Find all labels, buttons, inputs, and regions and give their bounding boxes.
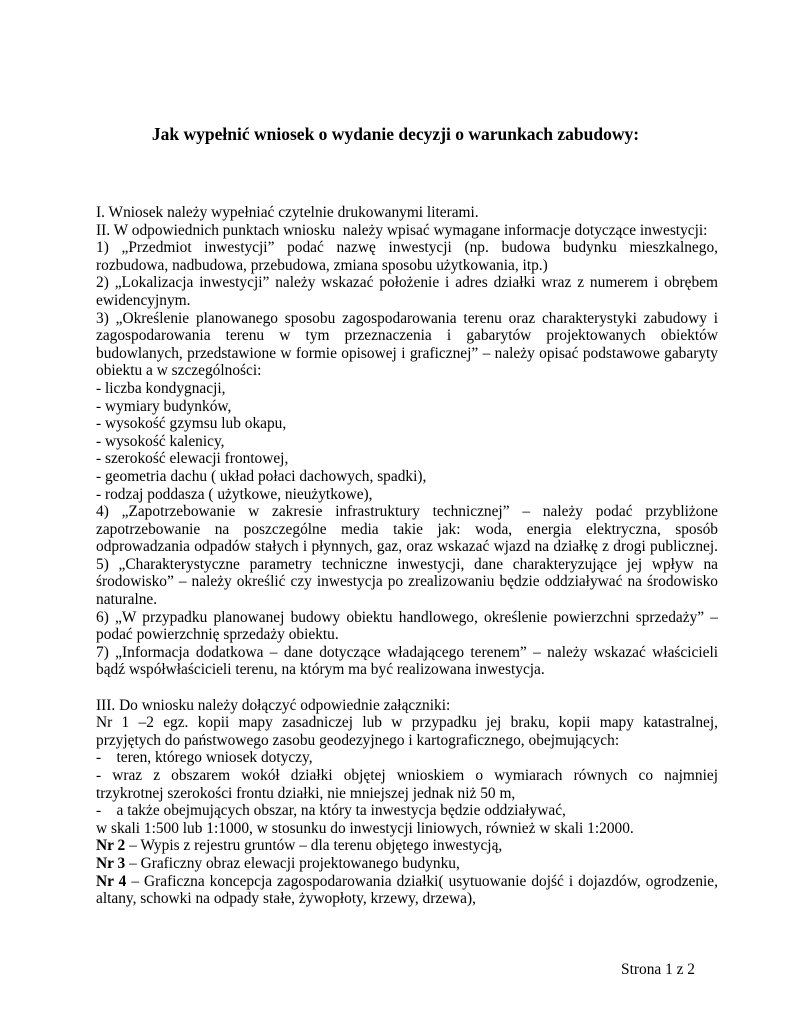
text-line [96,415,718,433]
text-line [96,573,718,591]
text-line [96,749,718,767]
text-line [96,609,718,627]
text-line [96,732,718,750]
line-text: - a także obejmujących obszar, na który ta inwestycja będzie oddziaływać, [96,802,566,820]
line-text: obiektu a w szczególności: [96,362,262,380]
line-text: 3) „Określenie planowanego sposobu zagospodarowania terenu oraz charakterystyki zabudowy i [96,309,718,327]
attachment-number: Nr 2 [96,837,126,855]
attachment-number: Nr 3 [96,854,126,872]
line-text: bądź współwłaścicieli terenu, na którym ma być realizowana inwestycja. [96,661,545,679]
text-line [96,714,718,732]
line-text: - rodzaj poddasza ( użytkowe, nieużytkowe), [96,485,373,503]
line-text: ewidencyjnym. [96,291,191,309]
text-line [96,802,718,820]
line-text: 1) „Przedmiot inwestycji” podać nazwę inwestycji (np. budowa budynku mieszkalnego, [96,239,718,257]
text-line [96,661,718,679]
line-text: - wymiary budynków, [96,397,232,415]
line-text: III. Do wniosku należy dołączyć odpowiednie załączniki: [96,696,451,714]
line-text: – Graficzna koncepcja zagospodarowania działki( usytuowanie dojść i dojazdów, ogrodzenie, [126,872,718,890]
line-text: - liczba kondygnacji, [96,379,226,397]
line-text: I. Wniosek należy wypełniać czytelnie drukowanymi literami. [96,204,479,221]
line-text: przyjętych do państwowego zasobu geodezyjnego i kartograficznego, obejmujących: [96,731,620,749]
line-text: 5) „Charakterystyczne parametry techniczne inwestycji, dane charakteryzujące jej wpływ na [96,555,718,573]
text-line [96,503,718,521]
text-line [96,362,718,380]
line-text: – Graficzny obraz elewacji projektowanego budynku, [125,854,460,872]
text-line [96,310,718,328]
line-text: odprowadzania odpadów stałych i płynnych, gaz, oraz wskazać wjazd na działkę z drogi publicznej. [96,538,718,556]
line-text: altany, schowki na odpady stałe, żywopłoty, krzewy, drzewa), [96,890,476,908]
text-line [96,398,718,416]
line-text: – Wypis z rejestru gruntów – dla terenu objętego inwestycją, [125,837,503,855]
line-text: - wysokość kalenicy, [96,432,225,450]
text-line [96,873,718,891]
text-line [96,468,718,486]
text-line [96,837,718,855]
text-line [96,239,718,257]
line-text: II. W odpowiednich punktach wniosku należy wpisać wymagane informacje dotyczące inwestycji: [96,221,708,239]
text-line [96,644,718,662]
text-line [96,521,718,539]
text-line [96,855,718,873]
text-line [96,591,718,609]
attachment-number: Nr 4 [96,872,127,890]
line-text: rozbudowa, nadbudowa, przebudowa, zmiana sposobu użytkowania, itp.) [96,256,548,274]
line-text: - wysokość gzymsu lub okapu, [96,415,287,433]
page-title: Jak wypełnić wniosek o wydanie decyzji o warunkach zabudowy: [151,124,640,144]
page-number: Strona 1 z 2 [621,961,695,978]
line-text: 6) „W przypadku planowanej budowy obiektu handlowego, określenie powierzchni sprzedaży” – [96,608,718,626]
line-text: zapotrzebowanie na poszczególne media takie jak: woda, energia elektryczna, sposób [96,520,718,538]
line-text: zagospodarowania terenu w tym przeznaczenia i gabarytów projektowanych obiektów [96,327,718,345]
text-line [96,697,718,715]
text-line [96,380,718,398]
line-text: naturalne. [96,591,158,609]
text-line [96,450,718,468]
line-text: środowisko” – należy określić czy inwestycja po zrealizowaniu będzie oddziaływać na środowisko [96,573,718,591]
text-line [96,486,718,504]
text-line [96,820,718,838]
line-text: w skali 1:500 lub 1:1000, w stosunku do inwestycji liniowych, również w skali 1:2000. [96,819,634,837]
text-line [96,556,718,574]
text-line [96,785,718,803]
line-text: trzykrotnej szerokości frontu działki, nie mniejszej jednak niż 50 m, [96,784,516,802]
document-body [96,204,718,908]
line-text: - szerokość elewacji frontowej, [96,450,289,468]
paragraph-gap [96,679,718,697]
line-text: - wraz z obszarem wokół działki objętej wnioskiem o wymiarach równych co najmniej [96,767,718,784]
text-line [96,626,718,644]
text-line [96,327,718,345]
line-text: Nr 1 –2 egz. kopii mapy zasadniczej lub w przypadku jej braku, kopii mapy katastralnej, [96,714,718,732]
text-line [96,538,718,556]
text-line [96,767,718,785]
text-line [96,257,718,275]
text-line [96,345,718,363]
text-line [96,433,718,451]
text-line [96,292,718,310]
line-text: 7) „Informacja dodatkowa – dane dotyczące władającego terenem” – należy wskazać właścicieli [96,643,718,661]
text-line [96,274,718,292]
line-text: podać powierzchnię sprzedaży obiektu. [96,626,339,644]
line-text: budowlanych, przedstawione w formie opisowej i graficznej” – należy opisać podstawowe gabaryty [96,344,718,362]
text-line [96,204,718,222]
line-text: 4) „Zapotrzebowanie w zakresie infrastruktury technicznej” – należy podać przybliżone [96,503,718,521]
line-text: - teren, którego wniosek dotyczy, [96,749,313,767]
line-text: - geometria dachu ( układ połaci dachowych, spadki), [96,467,427,485]
line-text: 2) „Lokalizacja inwestycji” należy wskazać położenie i adres działki wraz z numerem i obrębem [96,274,718,292]
text-line [96,222,718,240]
text-line [96,890,718,908]
